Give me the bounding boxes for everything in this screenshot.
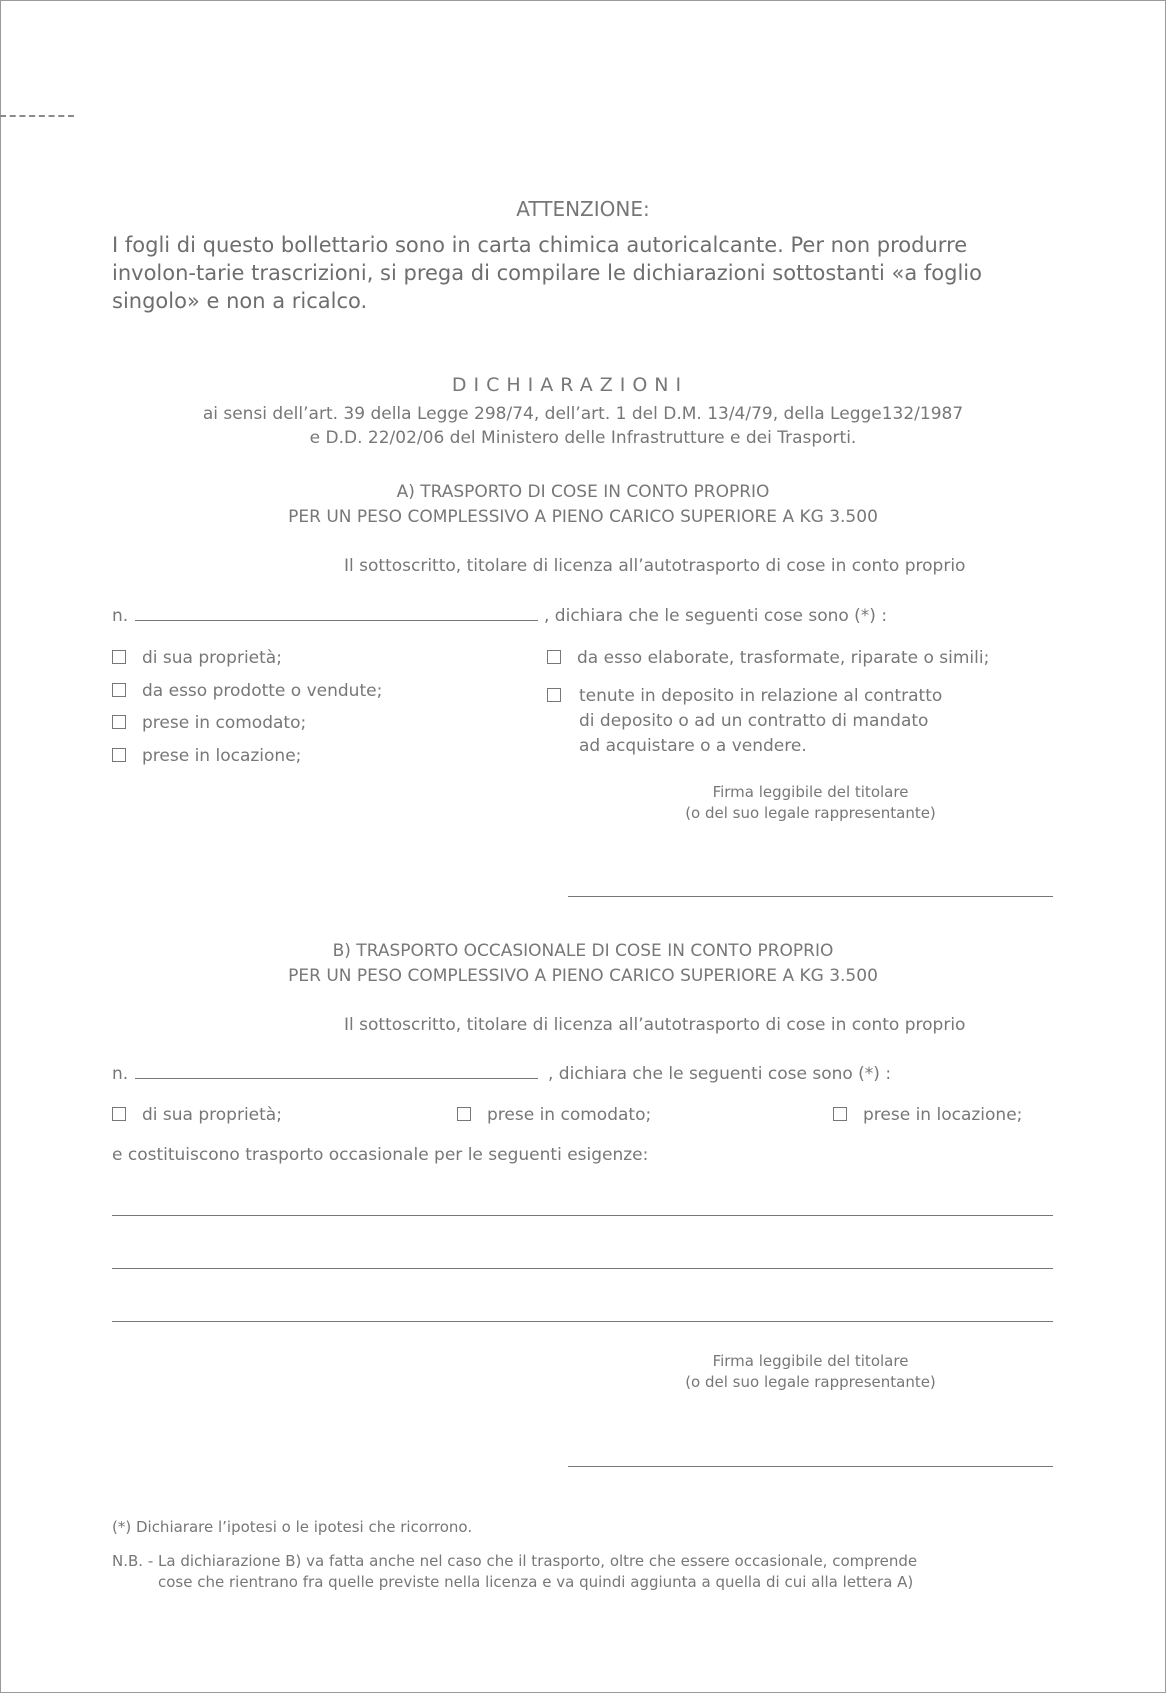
- section-b-dichiara: , dichiara che le seguenti cose sono (*) :: [548, 1064, 892, 1084]
- declarations-subtitle: [0, 402, 1166, 450]
- cut-line: [0, 115, 74, 117]
- section-a-license-number-field[interactable]: [135, 620, 538, 621]
- checkbox[interactable]: [112, 715, 126, 729]
- section-b-title-line1: B) TRASPORTO OCCASIONALE DI COSE IN CONTO PROPRIO: [332, 941, 834, 961]
- checkbox[interactable]: [833, 1107, 847, 1121]
- section-a-option-comodato[interactable]: prese in comodato;: [112, 713, 306, 733]
- section-b-sottoscritto: Il sottoscritto, titolare di licenza all’autotrasporto di cose in conto proprio: [344, 1015, 966, 1035]
- section-a-option-proprieta[interactable]: di sua proprietà;: [112, 648, 282, 668]
- attention-title: ATTENZIONE:: [516, 197, 650, 221]
- declarations-subtitle-line1: ai sensi dell’art. 39 della Legge 298/74, dell’art. 1 del D.M. 13/4/79, della Legge132/1987: [202, 404, 964, 424]
- section-a-signature-field[interactable]: [568, 896, 1053, 897]
- section-b-esigenze: e costituiscono trasporto occasionale per le seguenti esigenze:: [112, 1145, 649, 1165]
- section-b-option-locazione[interactable]: prese in locazione;: [833, 1105, 1022, 1125]
- section-a-option-elaborate[interactable]: da esso elaborate, trasformate, riparate o simili;: [547, 648, 989, 668]
- checkbox[interactable]: [112, 1107, 126, 1121]
- declarations-title: DICHIARAZIONI: [451, 374, 689, 396]
- section-a-option-prodotte[interactable]: da esso prodotte o vendute;: [112, 681, 382, 701]
- section-a-option-locazione[interactable]: prese in locazione;: [112, 746, 301, 766]
- checkbox[interactable]: [547, 688, 561, 702]
- checkbox[interactable]: [112, 683, 126, 697]
- checkbox[interactable]: [547, 650, 561, 664]
- section-b-esigenze-line-1[interactable]: [112, 1215, 1053, 1216]
- section-b-signature-field[interactable]: [568, 1466, 1053, 1467]
- section-a-title: [0, 480, 1166, 530]
- section-b-title-line2: PER UN PESO COMPLESSIVO A PIENO CARICO SUPERIORE A KG 3.500: [288, 966, 878, 986]
- footnote-nb-line2: cose che rientrano fra quelle previste nella licenza e va quindi aggiunta a quella di cui alla lettera A): [158, 1573, 914, 1591]
- section-a-n-label: n.: [112, 606, 129, 626]
- section-a-title-line1: A) TRASPORTO DI COSE IN CONTO PROPRIO: [396, 482, 770, 502]
- section-b-n-label: n.: [112, 1064, 129, 1084]
- attention-body: I fogli di questo bollettario sono in carta chimica autoricalcante. Per non produrre involon-tarie trascrizioni, si prega di compilare le dichiarazioni sottostanti «a foglio singolo» e non a ricalco.: [112, 233, 982, 313]
- section-b-option-comodato[interactable]: prese in comodato;: [457, 1105, 651, 1125]
- section-a-sottoscritto: Il sottoscritto, titolare di licenza all’autotrasporto di cose in conto proprio: [344, 556, 966, 576]
- section-a-signature-caption: Firma leggibile del titolare (o del suo legale rappresentante): [685, 783, 936, 822]
- section-b-esigenze-line-3[interactable]: [112, 1321, 1053, 1322]
- footnote-asterisk: (*) Dichiarare l’ipotesi o le ipotesi che ricorrono.: [112, 1518, 473, 1536]
- section-b-esigenze-line-2[interactable]: [112, 1268, 1053, 1269]
- checkbox[interactable]: [457, 1107, 471, 1121]
- section-b-option-proprieta[interactable]: di sua proprietà;: [112, 1105, 282, 1125]
- footnote-nb: [112, 1551, 917, 1593]
- section-b-license-number-field[interactable]: [135, 1078, 538, 1079]
- section-b-signature-caption: Firma leggibile del titolare (o del suo legale rappresentante): [685, 1352, 936, 1391]
- section-b-title: [0, 939, 1166, 989]
- declarations-subtitle-line2: e D.D. 22/02/06 del Ministero delle Infrastrutture e dei Trasporti.: [309, 428, 857, 448]
- section-a-option-deposito[interactable]: tenute in deposito in relazione al contratto di deposito o ad un contratto di mandato ad acquistare o a vendere.: [547, 684, 999, 759]
- checkbox[interactable]: [112, 650, 126, 664]
- checkbox[interactable]: [112, 748, 126, 762]
- section-a-title-line2: PER UN PESO COMPLESSIVO A PIENO CARICO SUPERIORE A KG 3.500: [288, 507, 878, 527]
- section-a-dichiara: , dichiara che le seguenti cose sono (*) :: [544, 606, 888, 626]
- footnote-nb-line1: N.B. - La dichiarazione B) va fatta anche nel caso che il trasporto, oltre che essere occasionale, comprende: [112, 1552, 918, 1570]
